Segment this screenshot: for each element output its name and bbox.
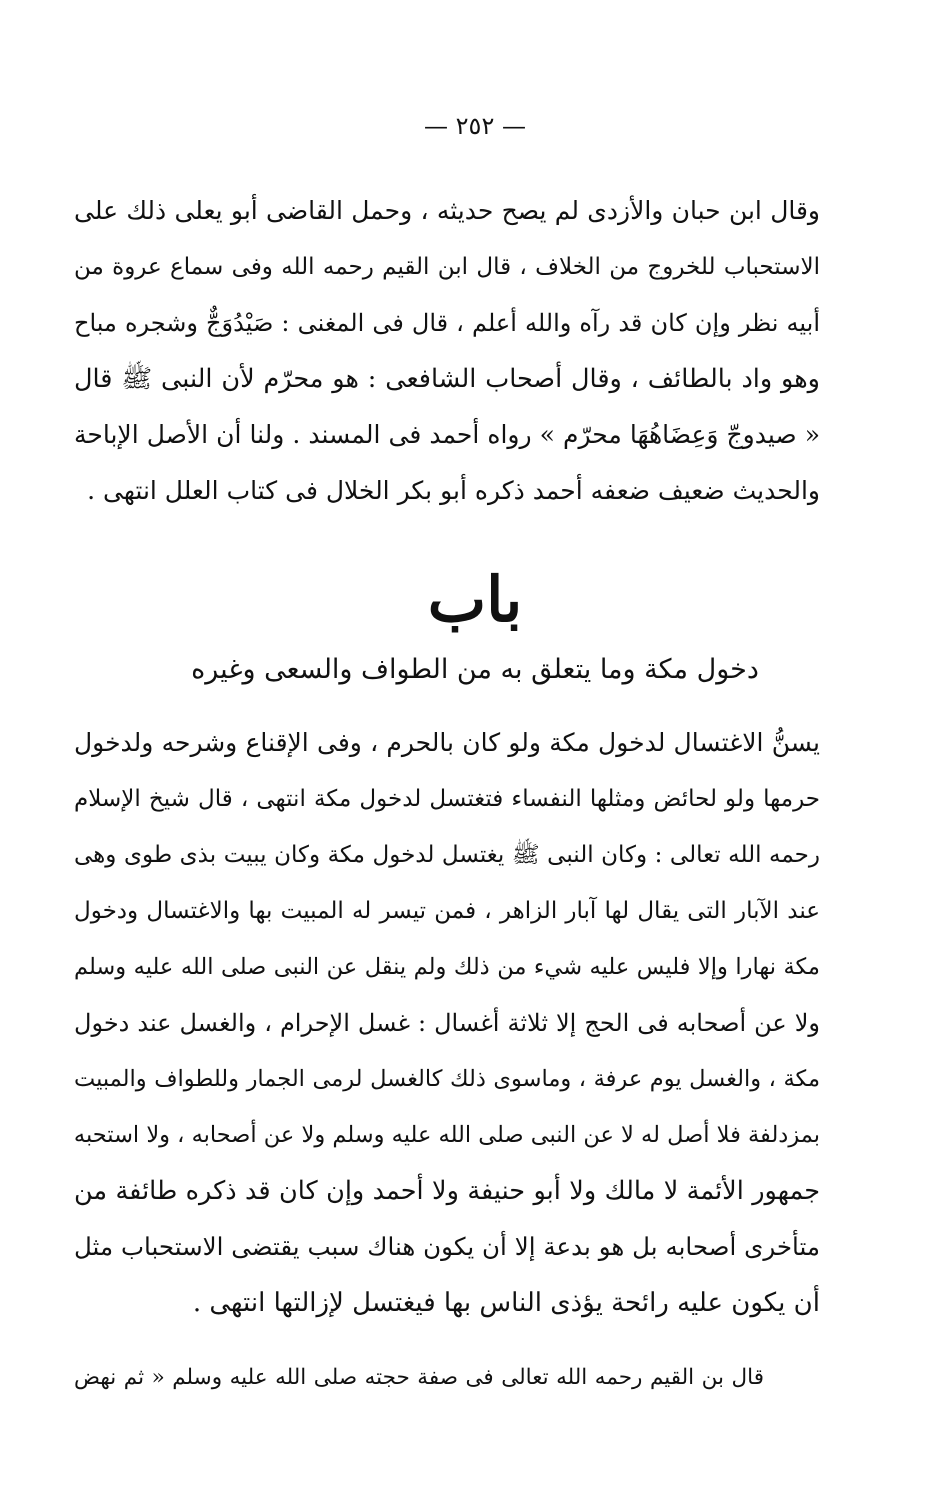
text-line: الاستحباب للخروج من الخلاف ، قال ابن القيم رحمه الله وفى سماع عروة من — [74, 254, 820, 280]
chapter-title: باب — [427, 563, 523, 636]
chapter-subtitle: دخول مكة وما يتعلق به من الطواف والسعى وغيره — [191, 654, 759, 685]
text-line: حرمها ولو لحائض ومثلها النفساء فتغتسل لدخول مكة انتهى ، قال شيخ الإسلام — [74, 786, 820, 812]
text-line: قال بن القيم رحمه الله تعالى فى صفة حجته صلى الله عليه وسلم « ثم نهض — [74, 1365, 764, 1390]
text-line: متأخرى أصحابه بل هو بدعة إلا أن يكون هناك سبب يقتضى الاستحباب مثل — [74, 1232, 820, 1261]
text-line: عند الآبار التى يقال لها آبار الزاهر ، فمن تيسر له المبيت بها والاغتسال ودخول — [74, 898, 820, 924]
text-line: يسنُّ الاغتسال لدخول مكة ولو كان بالحرم ، وفى الإقناع وشرحه ولدخول — [74, 728, 820, 757]
text-line: وقال ابن حبان والأزدى لم يصح حديثه ، وحمل القاضى أبو يعلى ذلك على — [74, 196, 820, 225]
text-line: جمهور الأئمة لا مالك ولا أبو حنيفة ولا أحمد وإن كان قد ذكره طائفة من — [74, 1176, 820, 1206]
paragraph-1 — [74, 183, 820, 519]
text-line: رحمه الله تعالى : وكان النبى ﷺ يغتسل لدخول مكة وكان يبيت بذى طوى وهى — [74, 842, 820, 868]
paragraph-3 — [74, 1350, 764, 1406]
text-line: وهو واد بالطائف ، وقال أصحاب الشافعى : هو محرّم لأن النبى ﷺ قال — [74, 364, 820, 394]
text-line: ولا عن أصحابه فى الحج إلا ثلاثة أغسال : غسل الإحرام ، والغسل عند دخول — [74, 1009, 820, 1037]
text-line: والحديث ضعيف ضعفه أحمد ذكره أبو بكر الخلال فى كتاب العلل انتهى . — [87, 476, 820, 505]
text-line: بمزدلفة فلا أصل له لا عن النبى صلى الله عليه وسلم ولا عن أصحابه ، ولا استحبه — [73, 1122, 820, 1148]
text-line: « صيدوجّ وَعِضَاهُهَا محرّم » رواه أحمد فى المسند . ولنا أن الأصل الإباحة — [74, 420, 820, 449]
text-line: مكة ، والغسل يوم عرفة ، وماسوى ذلك كالغسل لرمى الجمار وللطواف والمبيت — [74, 1066, 820, 1092]
text-line: أن يكون عليه رائحة يؤذى الناس بها فيغتسل لإزالتها انتهى . — [192, 1288, 820, 1318]
page-number: — ٢٥٢ — — [424, 112, 526, 140]
paragraph-2 — [74, 715, 820, 1331]
text-line: أبيه نظر وإن كان قد رآه والله أعلم ، قال فى المغنى : صَيْدُوَجٌّ وشجره مباح — [74, 309, 820, 337]
text-line: مكة نهارا وإلا فليس عليه شيء من ذلك ولم ينقل عن النبى صلى الله عليه وسلم — [74, 954, 820, 980]
